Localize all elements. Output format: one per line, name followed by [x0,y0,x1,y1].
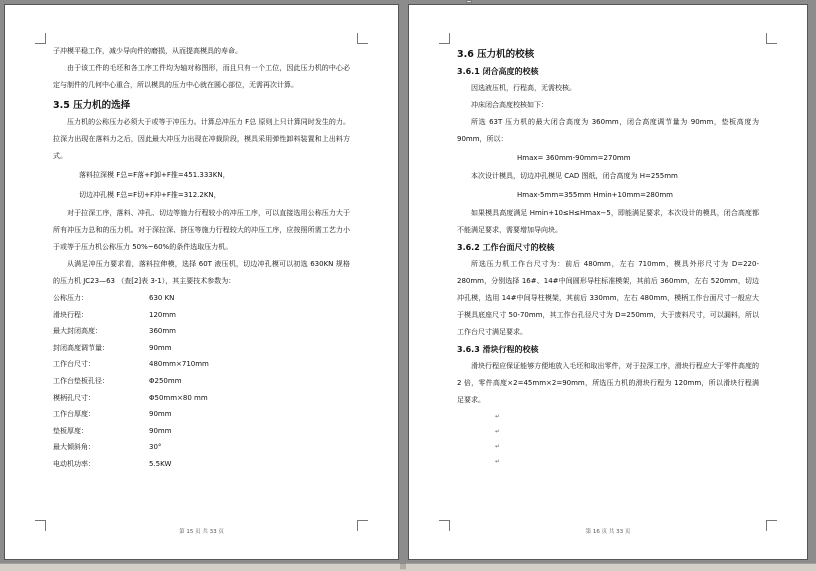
formula: 切边冲孔模 F总=F切+F冲+F推=312.2KN， [79,191,221,199]
paragraph: 如果模具高度满足 Hmin+10≤H≤Hmax−5，即能满足要求，本次设计的模具，闭合高度都不能满足要求，需要增加导向块。 [457,209,759,234]
paragraph: 所选 63T 压力机的最大闭合高度为 360mm，闭合高度调节量为 90mm，垫板高度为 90mm，所以： [457,118,759,143]
crop-mark [357,33,368,44]
parameter-row [53,356,350,373]
top-drag-handle[interactable] [466,0,472,3]
paragraph: 所选压力机工作台尺寸为：前后 480mm，左右 710mm，模具外形尺寸为 D=220-280mm，分别选择 16#、14#中间圆形导柱标准模架，其前后 360mm，左右 520mm，切边冲孔模，选用 14#中间导柱模架，其前后 330mm，左右 480mm，模柄工作台面尺寸一般应大于模具底座尺寸 50-70mm，其工作台孔径尺寸为 D=250mm，大于废料尺寸，可以漏料，所以工作台尺寸满足要求。 [457,260,759,336]
paragraph: 冲床闭合高度校核如下： [471,101,548,109]
parameter-key: 公称压力： [53,294,88,302]
horizontal-scrollbar[interactable] [0,563,816,571]
empty-paragraph-mark: ↵ [495,458,501,465]
parameter-row [53,340,350,357]
parameter-row [53,323,350,340]
parameter-key: 工作台尺寸： [53,360,95,369]
paragraph: 从满足冲压力要求看，落料拉伸模，选择 60T 液压机，切边冲孔模可以初选 630KN 规格的压力机 JC23—63 （查[2]表 3-1），其主要技术参数为： [53,260,350,285]
subsection-heading: 3.6.2 工作台面尺寸的校核 [457,243,555,252]
page-body [457,43,759,469]
parameter-row [53,307,350,324]
empty-paragraph-mark: ↵ [495,443,501,450]
parameter-key: 最大封闭高度： [53,327,102,336]
parameter-value: 5.5KW [149,459,172,468]
document-page-15 [4,4,399,560]
parameter-value: Φ250mm [149,376,182,385]
page-footer: 第 16 页 共 33 页 [585,529,631,535]
parameter-row [53,390,350,407]
formula: 落料拉深模 F总=F落+F卸+F推=451.333KN， [79,171,230,179]
parameter-value: 480mm×710mm [149,360,209,369]
section-heading: 3.6 压力机的校核 [457,49,535,60]
parameter-value: 30° [149,443,162,452]
section-heading: 3.5 压力机的选择 [53,100,131,111]
formula: Hmax-5mm=355mm Hmin+10mm=280mm [517,191,673,199]
parameter-value: Φ50mm×80 mm [149,393,208,402]
parameter-row [53,373,350,390]
formula: Hmax= 360mm-90mm=270mm [517,154,631,162]
parameter-value: 360mm [149,327,176,336]
parameter-row [53,423,350,440]
page-body [53,43,350,473]
paragraph: 对于拉深工序，落料、冲孔、切边等施力行程较小的冲压工序，可以直接选用公称压力大于所有冲压力总和的压力机。对于深拉深、挤压等施力行程较大的冲压工序，应按照所需工艺力小于或等于压力机公称压力 50%~60%的条件选取压力机。 [53,209,350,251]
parameter-list [53,290,350,473]
paragraph: 由于该工件的毛坯和各工序工件均为轴对称图形，而且只有一个工位，因此压力机的中心必定与制件的几何中心重合，所以模具的压力中心就在圆心部位，无需再次计算。 [53,64,350,89]
parameter-value: 120mm [149,310,176,319]
parameter-key: 垫板厚度： [53,426,88,435]
parameter-row [53,439,350,456]
crop-mark [766,33,777,44]
parameter-key: 工作台垫板孔径： [53,376,109,385]
paragraph: 本次设计模具，切边冲孔模见 CAD 图纸，闭合高度为 H=255mm [471,172,678,180]
parameter-key: 工作台厚度： [53,410,95,419]
empty-paragraph-mark: ↵ [495,428,501,435]
subsection-heading: 3.6.3 滑块行程的校核 [457,345,539,354]
parameter-key: 模柄孔尺寸： [53,393,95,402]
crop-mark [35,33,46,44]
paragraph: 子冲模平稳工作，减少导向件的磨损，从而提高模具的寿命。 [53,47,242,55]
parameter-key: 封闭高度调节量： [53,343,109,352]
parameter-key: 最大倾斜角： [53,443,95,452]
crop-mark [439,33,450,44]
parameter-value: 90mm [149,426,172,435]
parameter-value: 630 KN [149,294,175,302]
paragraph: 滑块行程应保证能够方便地放入毛坯和取出零件，对于拉深工序，滑块行程应大于零件高度的 2 倍，零件高度×2=45mm×2=90mm，所选压力机的滑块行程为 120mm，所以滑块行程满足要求。 [457,362,759,404]
paragraph: 因选液压机，行程高，无需校核。 [471,84,576,92]
scrollbar-grip-icon[interactable]: ||| [400,563,407,570]
subsection-heading: 3.6.1 闭合高度的校核 [457,67,539,76]
parameter-key: 滑块行程： [53,310,88,319]
empty-paragraph-mark: ↵ [495,413,501,420]
parameter-key: 电动机功率： [53,459,95,468]
page-footer: 第 15 页 共 33 页 [179,529,224,535]
parameter-row [53,456,350,473]
document-page-16 [408,4,808,560]
parameter-value: 90mm [149,343,172,352]
parameter-value: 90mm [149,410,172,419]
paragraph: 压力机的公称压力必须大于或等于冲压力。计算总冲压力 F总 原则上只计算同时发生的力。拉深力出现在落料力之后，因此最大冲压力出现在冲裁阶段，模具采用弹性卸料装置和上出料方式。 [53,118,350,160]
parameter-row [53,406,350,423]
parameter-row [53,290,350,307]
